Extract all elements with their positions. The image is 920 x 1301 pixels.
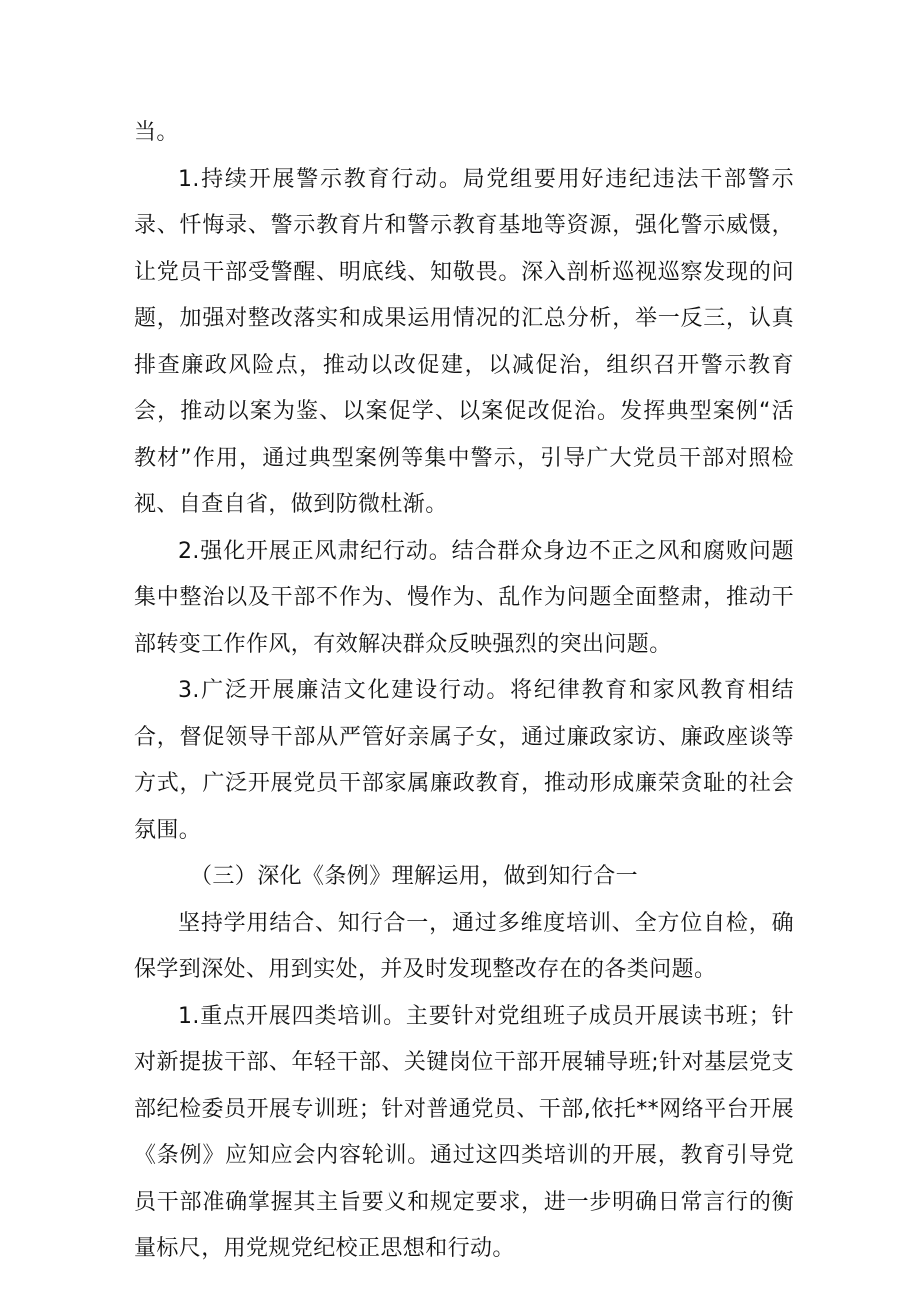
paragraph-discipline-action: 2.强化开展正风肃纪行动。结合群众身边不正之风和腐败问题集中整治以及干部不作为、慢作为、乱作为问题全面整肃，推动干部转变工作作风，有效解决群众反映强烈的突出问题。 [134, 538, 794, 657]
paragraph-section-intro: 坚持学用结合、知行合一，通过多维度培训、全方位自检，确保学到深处、用到实处，并及时发现整改存在的各类问题。 [134, 910, 794, 982]
section-heading: （三）深化《条例》理解运用，做到知行合一 [190, 864, 639, 889]
paragraph-four-trainings: 1.重点开展四类培训。主要针对党组班子成员开展读书班；针对新提拔干部、年轻干部、关键岗位干部开展辅导班;针对基层党支部纪检委员开展专训班；针对普通党员、干部,依托**网络平台开展《条例》应知应会内容轮训。通过这四类培训的开展，教育引导党员干部准确掌握其主旨要义和规定要求，进一步明确日常言行的衡量标尺，用党规党纪校正思想和行动。 [134, 1003, 794, 1261]
document-body [134, 110, 794, 1273]
paragraph-continuation: 当。 [134, 120, 179, 145]
paragraph-warning-education: 1.持续开展警示教育行动。局党组要用好违纪违法干部警示录、忏悔录、警示教育片和警示教育基地等资源，强化警示威慑，让党员干部受警醒、明底线、知敬畏。深入剖析巡视巡察发现的问题，加强对整改落实和成果运用情况的汇总分析，举一反三，认真排查廉政风险点，推动以改促建，以减促治，组织召开警示教育会，推动以案为鉴、以案促学、以案促改促治。发挥典型案例“活教材”作用，通过典型案例等集中警示，引导广大党员干部对照检视、自查自省，做到防微杜渐。 [134, 166, 794, 517]
paragraph-integrity-culture: 3.广泛开展廉洁文化建设行动。将纪律教育和家风教育相结合，督促领导干部从严管好亲属子女，通过廉政家访、廉政座谈等方式，广泛开展党员干部家属廉政教育，推动形成廉荣贪耻的社会氛围。 [134, 678, 794, 843]
